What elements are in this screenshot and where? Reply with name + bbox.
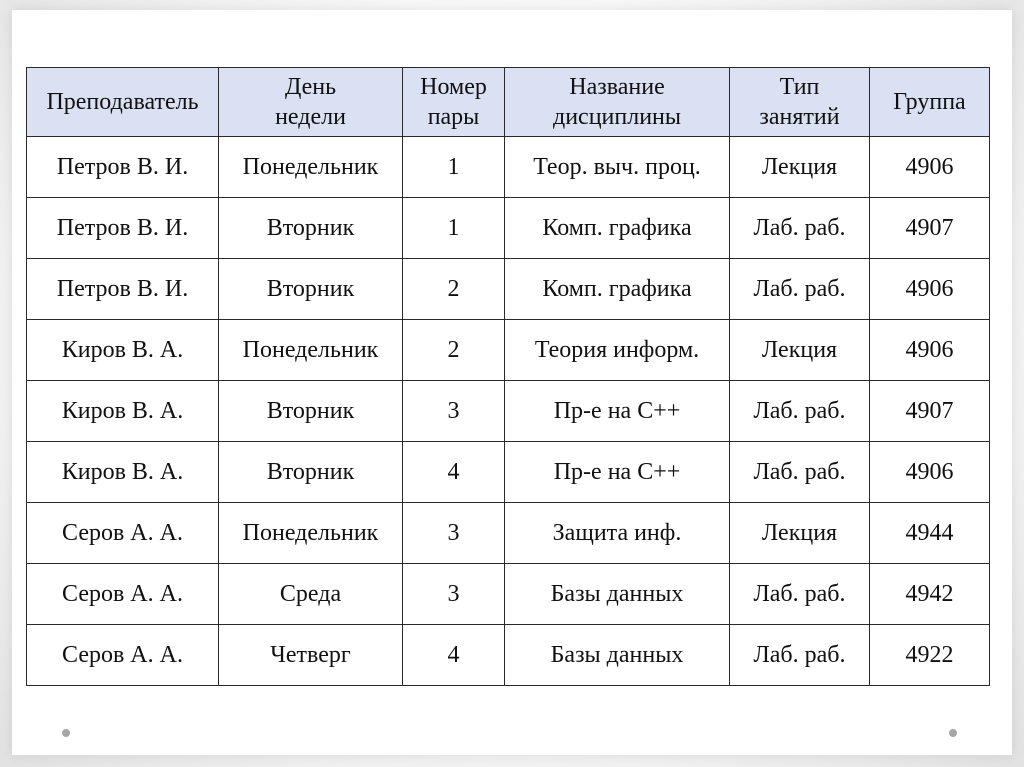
cell-group: 4907: [870, 198, 990, 259]
cell-pair-number: 2: [403, 259, 505, 320]
cell-discipline: Базы данных: [505, 625, 730, 686]
cell-teacher: Киров В. А.: [27, 381, 219, 442]
cell-day: Вторник: [219, 442, 403, 503]
cell-group: 4906: [870, 137, 990, 198]
cell-pair-number: 1: [403, 198, 505, 259]
cell-group: 4906: [870, 259, 990, 320]
cell-class-type: Лекция: [730, 320, 870, 381]
table-header: [27, 68, 990, 137]
table-row: [27, 198, 990, 259]
table-row: [27, 259, 990, 320]
column-header-pair-number: Номер пары: [403, 68, 505, 137]
cell-class-type: Лекция: [730, 137, 870, 198]
cell-pair-number: 4: [403, 442, 505, 503]
cell-teacher: Киров В. А.: [27, 442, 219, 503]
column-header-class-type: Тип занятий: [730, 68, 870, 137]
table-row: [27, 564, 990, 625]
cell-day: Вторник: [219, 259, 403, 320]
cell-teacher: Петров В. И.: [27, 259, 219, 320]
cell-day: Вторник: [219, 198, 403, 259]
cell-discipline: Теор. выч. проц.: [505, 137, 730, 198]
header-row: [27, 68, 990, 137]
cell-discipline: Теория информ.: [505, 320, 730, 381]
cell-discipline: Комп. графика: [505, 198, 730, 259]
cell-class-type: Лаб. раб.: [730, 198, 870, 259]
cell-class-type: Лаб. раб.: [730, 442, 870, 503]
cell-teacher: Петров В. И.: [27, 137, 219, 198]
cell-day: Среда: [219, 564, 403, 625]
column-header-teacher: Преподаватель: [27, 68, 219, 137]
cell-discipline: Защита инф.: [505, 503, 730, 564]
cell-class-type: Лаб. раб.: [730, 381, 870, 442]
table-row: [27, 625, 990, 686]
cell-pair-number: 1: [403, 137, 505, 198]
cell-group: 4944: [870, 503, 990, 564]
cell-discipline: Пр-е на С++: [505, 442, 730, 503]
cell-teacher: Киров В. А.: [27, 320, 219, 381]
cell-pair-number: 4: [403, 625, 505, 686]
slide-dot-left: [62, 729, 70, 737]
table-row: [27, 137, 990, 198]
cell-discipline: Пр-е на С++: [505, 381, 730, 442]
schedule-table: [26, 67, 990, 686]
cell-group: 4942: [870, 564, 990, 625]
table-body: [27, 137, 990, 686]
table-row: [27, 320, 990, 381]
table-row: [27, 442, 990, 503]
cell-day: Четверг: [219, 625, 403, 686]
cell-day: Понедельник: [219, 320, 403, 381]
column-header-group: Группа: [870, 68, 990, 137]
slide-dot-right: [949, 729, 957, 737]
cell-pair-number: 3: [403, 381, 505, 442]
cell-group: 4906: [870, 320, 990, 381]
cell-teacher: Петров В. И.: [27, 198, 219, 259]
cell-teacher: Серов А. А.: [27, 503, 219, 564]
cell-pair-number: 3: [403, 564, 505, 625]
cell-day: Понедельник: [219, 137, 403, 198]
cell-class-type: Лекция: [730, 503, 870, 564]
cell-group: 4907: [870, 381, 990, 442]
column-header-discipline: Название дисциплины: [505, 68, 730, 137]
cell-discipline: Базы данных: [505, 564, 730, 625]
cell-class-type: Лаб. раб.: [730, 564, 870, 625]
cell-day: Понедельник: [219, 503, 403, 564]
cell-day: Вторник: [219, 381, 403, 442]
cell-class-type: Лаб. раб.: [730, 259, 870, 320]
cell-teacher: Серов А. А.: [27, 625, 219, 686]
cell-group: 4906: [870, 442, 990, 503]
cell-teacher: Серов А. А.: [27, 564, 219, 625]
cell-pair-number: 2: [403, 320, 505, 381]
column-header-day: День недели: [219, 68, 403, 137]
table-row: [27, 503, 990, 564]
cell-pair-number: 3: [403, 503, 505, 564]
cell-group: 4922: [870, 625, 990, 686]
table-row: [27, 381, 990, 442]
cell-class-type: Лаб. раб.: [730, 625, 870, 686]
cell-discipline: Комп. графика: [505, 259, 730, 320]
